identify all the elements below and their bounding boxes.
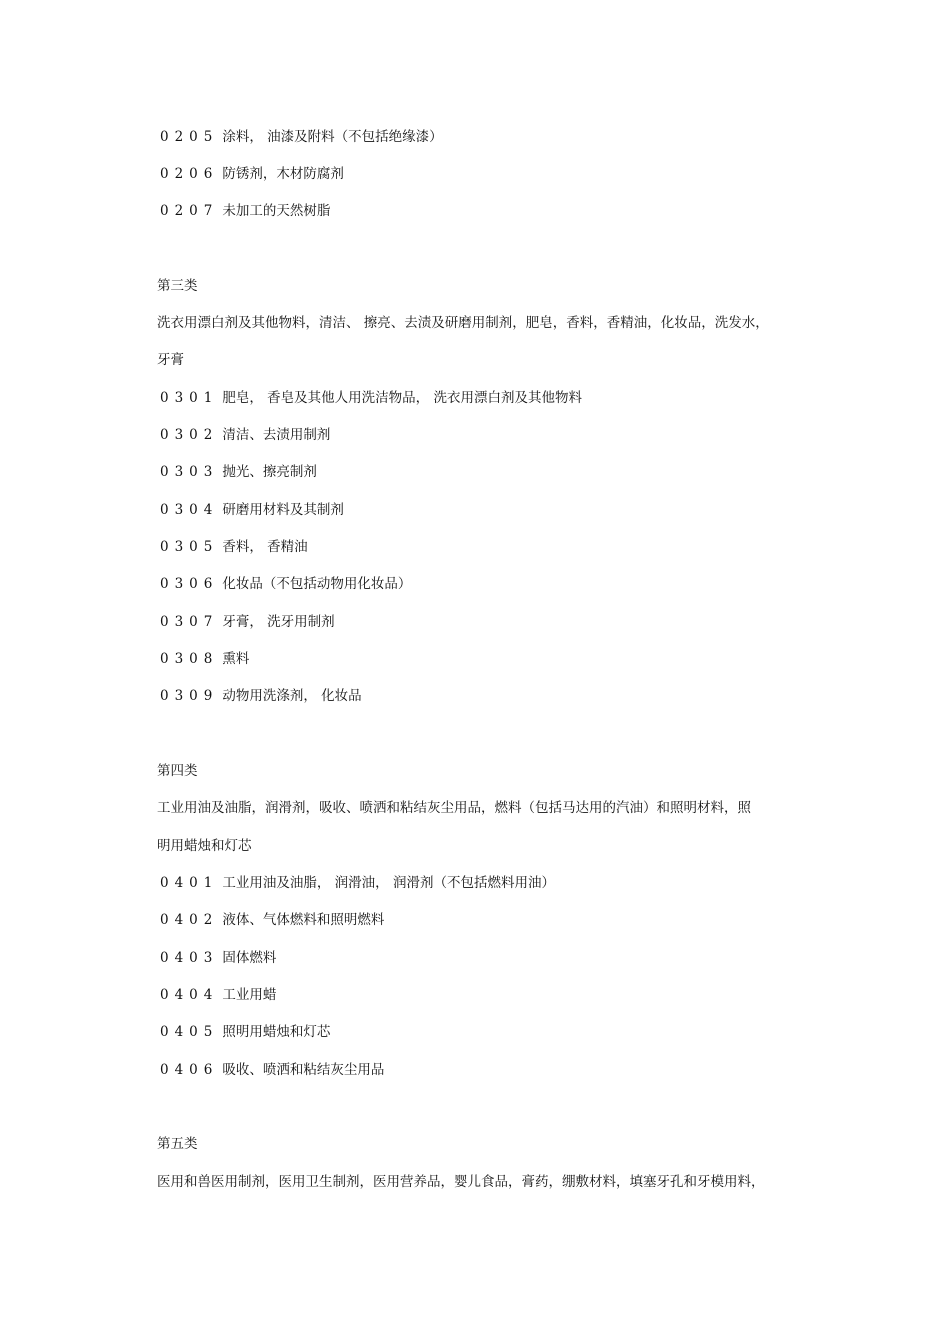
entry-0405	[157, 1023, 330, 1041]
code-number: 0403	[160, 950, 219, 966]
class-description-line-1: 工业用油及油脂，润滑剂，吸收、喷洒和粘结灰尘用品，燃料（包括马达用的汽油）和照明材料，照	[157, 800, 751, 816]
code-number: 0406	[160, 1062, 219, 1078]
entry-text: 防锈剂，木材防腐剂	[222, 166, 344, 182]
entry-text: 香料， 香精油	[222, 539, 308, 555]
class-heading-4: 第四类	[157, 763, 198, 779]
code-number: 0307	[160, 614, 219, 630]
entry-0307	[157, 613, 335, 631]
entry-text: 肥皂， 香皂及其他人用洗洁物品， 洗衣用漂白剂及其他物料	[222, 390, 582, 406]
entry-0406	[157, 1061, 384, 1079]
entry-text: 固体燃料	[222, 950, 277, 966]
code-number: 0302	[160, 427, 219, 443]
entry-0308	[157, 650, 249, 668]
entry-0207	[157, 202, 330, 220]
entry-text: 工业用蜡	[222, 987, 277, 1003]
entry-0205	[157, 128, 443, 146]
entry-text: 吸收、喷洒和粘结灰尘用品	[222, 1062, 385, 1078]
code-number: 0309	[160, 688, 219, 704]
code-number: 0306	[160, 576, 219, 592]
entry-0309	[157, 687, 362, 705]
entry-0401	[157, 874, 555, 892]
code-number: 0405	[160, 1024, 219, 1040]
class-description-line-2: 牙膏	[157, 352, 184, 368]
entry-0403	[157, 949, 276, 967]
entry-0305	[157, 538, 308, 556]
code-number: 0401	[160, 875, 219, 891]
entry-text: 动物用洗涤剂， 化妆品	[222, 688, 362, 704]
entry-text: 照明用蜡烛和灯芯	[222, 1024, 331, 1040]
code-number: 0404	[160, 987, 219, 1003]
code-number: 0301	[160, 390, 219, 406]
entry-0304	[157, 501, 344, 519]
code-number: 0402	[160, 912, 219, 928]
entry-0404	[157, 986, 276, 1004]
entry-text: 牙膏， 洗牙用制剂	[222, 614, 335, 630]
entry-text: 研磨用材料及其制剂	[222, 502, 344, 518]
entry-0302	[157, 426, 330, 444]
entry-0402	[157, 911, 384, 929]
class-description-line-2: 明用蜡烛和灯芯	[157, 838, 252, 854]
class-heading-3: 第三类	[157, 278, 198, 294]
entry-text: 熏料	[222, 651, 250, 667]
entry-text: 化妆品（不包括动物用化妆品）	[222, 576, 412, 592]
entry-text: 清洁、去渍用制剂	[222, 427, 331, 443]
code-number: 0205	[160, 129, 219, 145]
entry-0303	[157, 463, 317, 481]
code-number: 0305	[160, 539, 219, 555]
code-number: 0206	[160, 166, 219, 182]
entry-0306	[157, 575, 411, 593]
code-number: 0207	[160, 203, 219, 219]
entry-text: 未加工的天然树脂	[222, 203, 331, 219]
class-heading-5: 第五类	[157, 1136, 198, 1152]
class-description-line-1: 洗衣用漂白剂及其他物料，清洁、 擦亮、去渍及研磨用制剂，肥皂，香料，香精油，化妆品，洗发水，	[157, 315, 769, 331]
class-description-line-1: 医用和兽医用制剂，医用卫生制剂，医用营养品，婴儿食品，膏药，绷敷材料，填塞牙孔和牙模用料，	[157, 1174, 765, 1190]
code-number: 0304	[160, 502, 219, 518]
entry-text: 工业用油及油脂， 润滑油， 润滑剂（不包括燃料用油）	[222, 875, 555, 891]
code-number: 0308	[160, 651, 219, 667]
entry-text: 抛光、擦亮制剂	[222, 464, 317, 480]
entry-0301	[157, 389, 582, 407]
entry-text: 液体、气体燃料和照明燃料	[222, 912, 385, 928]
entry-text: 涂料， 油漆及附料（不包括绝缘漆）	[222, 129, 443, 145]
entry-0206	[157, 165, 344, 183]
code-number: 0303	[160, 464, 219, 480]
